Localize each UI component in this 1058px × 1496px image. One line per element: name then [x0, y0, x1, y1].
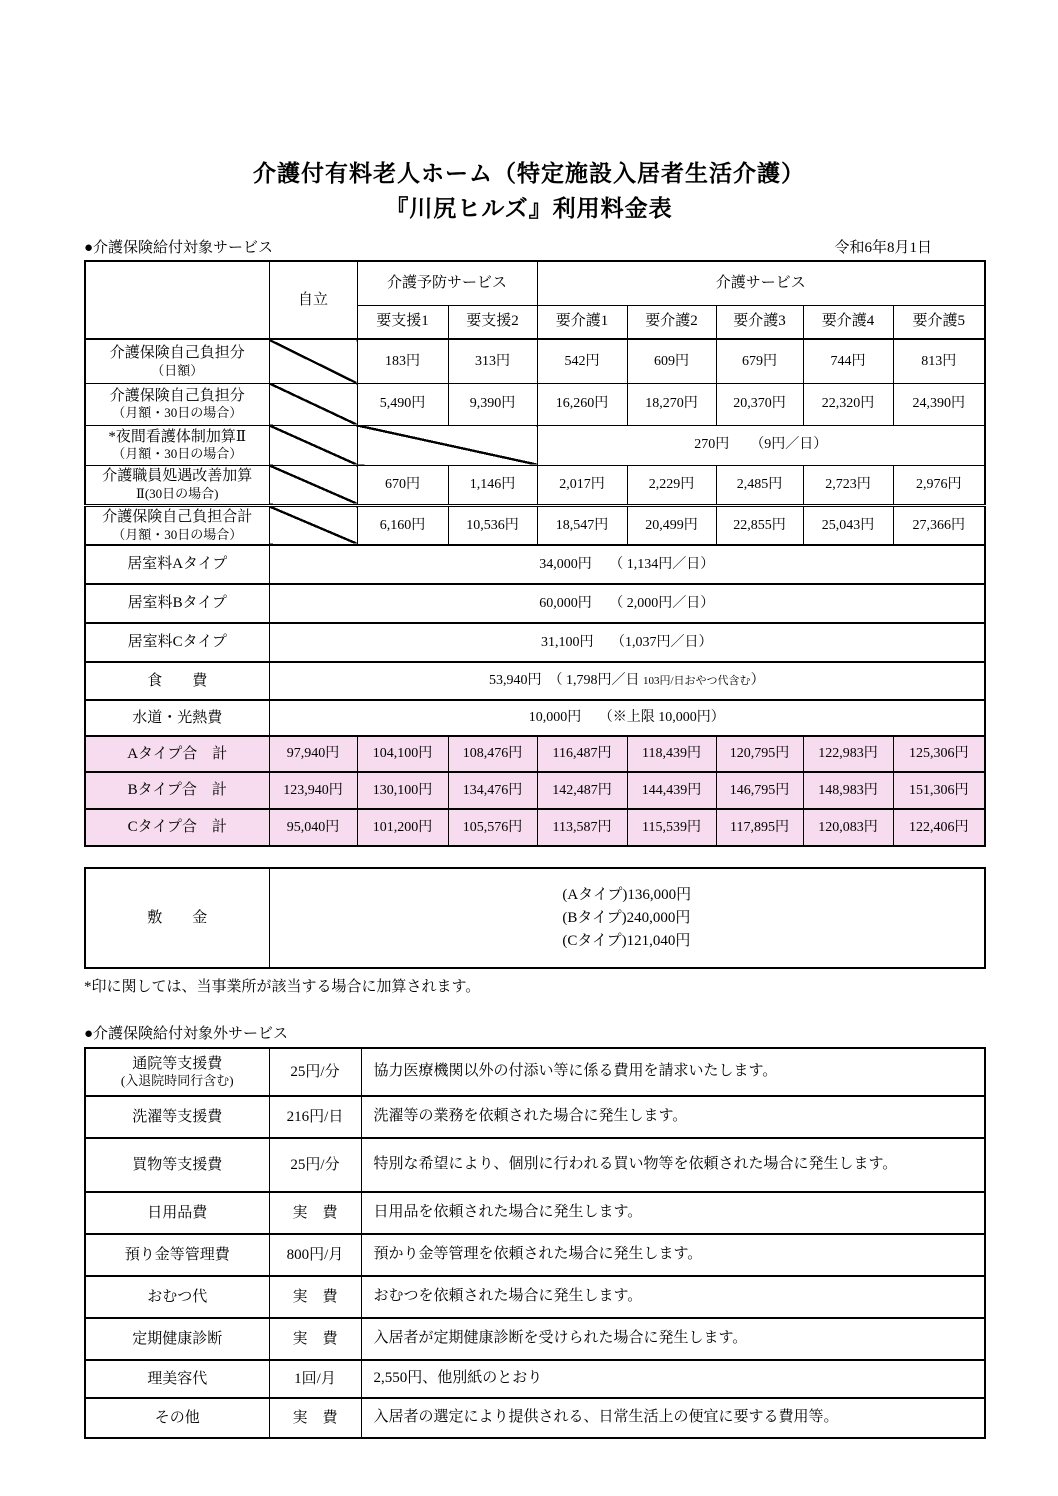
fee-cell: 744円: [803, 339, 893, 383]
deposit-label: 敷 金: [85, 868, 269, 968]
row-total-type-a: [85, 736, 985, 772]
fee-cell: 10,000円 （※上限 10,000円）: [269, 700, 985, 736]
row-label: 食 費: [85, 662, 269, 700]
row-monthly-copay: [85, 383, 985, 425]
fee-cell: 813円: [893, 339, 985, 383]
service-desc: 入居者が定期健康診断を受けられた場合に発生します。: [361, 1318, 985, 1360]
diagonal-slash-cell: [269, 383, 357, 425]
fee-cell: 122,406円: [893, 809, 985, 846]
fee-cell: 183円: [357, 339, 448, 383]
row-label: 介護保険自己負担合計 （月額・30日の場合）: [85, 505, 269, 545]
diagonal-slash-cell: [269, 425, 357, 465]
service-label: 買物等支援費: [85, 1138, 269, 1192]
service-price: 25円/分: [269, 1138, 361, 1192]
row-room-a: [85, 545, 985, 584]
row-meals: [85, 662, 985, 700]
service-label: 定期健康診断: [85, 1318, 269, 1360]
row-label: 介護職員処遇改善加算 Ⅱ(30日の場合): [85, 465, 269, 505]
service-desc: 預かり金等管理を依頼された場合に発生します。: [361, 1234, 985, 1276]
row-other: [85, 1398, 985, 1438]
service-price: 25円/分: [269, 1048, 361, 1096]
row-label: 介護保険自己負担分 （日額）: [85, 339, 269, 383]
fee-cell: 22,855円: [716, 505, 803, 545]
fee-cell: 31,100円 （1,037円／日）: [269, 623, 985, 662]
row-outing-support: [85, 1048, 985, 1096]
fee-cell: 95,040円: [269, 809, 357, 846]
fee-cell: 97,940円: [269, 736, 357, 772]
row-room-b: [85, 584, 985, 623]
row-label: Bタイプ合 計: [85, 772, 269, 809]
col-header-independence: 自立: [269, 261, 357, 339]
section1-header-row: [84, 236, 984, 257]
page-title-line2: 『川尻ヒルズ』利用料金表: [385, 196, 673, 221]
row-label: 居室料Cタイプ: [85, 623, 269, 662]
section-heading-noncovered-services: ●介護保険給付対象外サービス: [84, 1026, 289, 1042]
fee-cell: 24,390円: [893, 383, 985, 425]
service-label: 通院等支援費 (入退院時同行含む): [85, 1048, 269, 1096]
row-utilities: [85, 700, 985, 736]
row-label: 介護保険自己負担分 （月額・30日の場合）: [85, 383, 269, 425]
fee-cell: 27,366円: [893, 505, 985, 545]
service-desc: 日用品を依頼された場合に発生します。: [361, 1192, 985, 1234]
fee-cell: 120,795円: [716, 736, 803, 772]
service-label: 洗濯等支援費: [85, 1096, 269, 1138]
fee-cell: 144,439円: [627, 772, 716, 809]
service-label: 預り金等管理費: [85, 1234, 269, 1276]
out-of-pocket-fee-table: [84, 1047, 986, 1439]
fee-cell: 2,017円: [537, 465, 627, 505]
col-header-support1: 要支援1: [357, 305, 448, 339]
fee-cell: 6,160円: [357, 505, 448, 545]
service-desc: 協力医療機関以外の付添い等に係る費用を請求いたします。: [361, 1048, 985, 1096]
page-title-line1: 介護付有料老人ホーム（特定施設入居者生活介護）: [253, 161, 805, 186]
fee-cell: 2,229円: [627, 465, 716, 505]
col-header-care5: 要介護5: [893, 305, 985, 339]
fee-cell: 60,000円 （ 2,000円／日）: [269, 584, 985, 623]
row-label: Cタイプ合 計: [85, 809, 269, 846]
fee-cell: 670円: [357, 465, 448, 505]
fee-cell: 18,547円: [537, 505, 627, 545]
fee-cell: 115,539円: [627, 809, 716, 846]
fee-cell: 609円: [627, 339, 716, 383]
fee-cell: 120,083円: [803, 809, 893, 846]
diagonal-slash-cell: [269, 339, 357, 383]
fee-cell: 25,043円: [803, 505, 893, 545]
row-copay-total: [85, 505, 985, 545]
fee-cell: 105,576円: [448, 809, 537, 846]
fee-cell: 108,476円: [448, 736, 537, 772]
service-label: 理美容代: [85, 1360, 269, 1398]
fee-cell: 679円: [716, 339, 803, 383]
row-total-type-c: [85, 809, 985, 846]
service-desc: 洗濯等の業務を依頼された場合に発生します。: [361, 1096, 985, 1138]
fee-cell: 270円 （9円／日）: [537, 425, 985, 465]
service-price: 1回/月: [269, 1360, 361, 1398]
fee-cell: 1,146円: [448, 465, 537, 505]
section-heading-covered-services: ●介護保険給付対象サービス: [84, 240, 274, 256]
col-header-support2: 要支援2: [448, 305, 537, 339]
service-price: 実 費: [269, 1192, 361, 1234]
row-shopping-support: [85, 1138, 985, 1192]
row-label: 水道・光熱費: [85, 700, 269, 736]
row-health-checkup: [85, 1318, 985, 1360]
fee-cell: 134,476円: [448, 772, 537, 809]
row-night-nursing-addon: [85, 425, 985, 465]
fee-cell: 10,536円: [448, 505, 537, 545]
corner-cell: [85, 261, 269, 339]
fee-cell: 34,000円 （ 1,134円／日）: [269, 545, 985, 584]
fee-cell: 125,306円: [893, 736, 985, 772]
fee-cell: 101,200円: [357, 809, 448, 846]
diagonal-slash-cell: [357, 425, 537, 465]
fee-cell: 117,895円: [716, 809, 803, 846]
row-room-c: [85, 623, 985, 662]
fee-cell: 5,490円: [357, 383, 448, 425]
row-daily-necessities: [85, 1192, 985, 1234]
fee-cell: 113,587円: [537, 809, 627, 846]
row-diapers: [85, 1276, 985, 1318]
col-header-care3: 要介護3: [716, 305, 803, 339]
row-label: 居室料Bタイプ: [85, 584, 269, 623]
fee-cell: 118,439円: [627, 736, 716, 772]
service-label: その他: [85, 1398, 269, 1438]
col-header-care4: 要介護4: [803, 305, 893, 339]
fee-cell: 2,723円: [803, 465, 893, 505]
deposit-line-c: (Cタイプ)121,040円: [562, 932, 691, 949]
deposit-line-b: (Bタイプ)240,000円: [562, 909, 691, 926]
insurance-fee-table: [84, 260, 986, 847]
service-price: 実 費: [269, 1276, 361, 1318]
fee-cell: 313円: [448, 339, 537, 383]
service-label: おむつ代: [85, 1276, 269, 1318]
fee-cell: 20,499円: [627, 505, 716, 545]
deposit-table: [84, 867, 986, 969]
diagonal-slash-cell: [269, 465, 357, 505]
fee-cell: 16,260円: [537, 383, 627, 425]
deposit-lines: [562, 884, 691, 953]
service-price: 216円/日: [269, 1096, 361, 1138]
col-header-care1: 要介護1: [537, 305, 627, 339]
row-label: 居室料Aタイプ: [85, 545, 269, 584]
fee-cell: 148,983円: [803, 772, 893, 809]
diagonal-slash-cell: [269, 505, 357, 545]
row-money-management: [85, 1234, 985, 1276]
col-header-care2: 要介護2: [627, 305, 716, 339]
fee-cell: 122,983円: [803, 736, 893, 772]
service-label: 日用品費: [85, 1192, 269, 1234]
asterisk-footnote: *印に関しては、当事業所が該当する場合に加算されます。: [84, 979, 481, 995]
date-label: 令和6年8月1日: [834, 240, 932, 256]
service-price: 800円/月: [269, 1234, 361, 1276]
fee-cell: 20,370円: [716, 383, 803, 425]
row-barber: [85, 1360, 985, 1398]
fee-cell: 2,976円: [893, 465, 985, 505]
fee-cell: 116,487円: [537, 736, 627, 772]
fee-cell: 151,306円: [893, 772, 985, 809]
service-desc: おむつを依頼された場合に発生します。: [361, 1276, 985, 1318]
row-label: *夜間看護体制加算Ⅱ （月額・30日の場合）: [85, 425, 269, 465]
service-price: 実 費: [269, 1398, 361, 1438]
fee-cell: 146,795円: [716, 772, 803, 809]
row-total-type-b: [85, 772, 985, 809]
fee-cell: 123,940円: [269, 772, 357, 809]
fee-cell: 104,100円: [357, 736, 448, 772]
col-group-care-services: 介護サービス: [537, 261, 985, 305]
row-daily-copay: [85, 339, 985, 383]
fee-cell: 9,390円: [448, 383, 537, 425]
meals-snack-note: 103円/日おやつ代含む: [643, 675, 751, 688]
fee-cell: 22,320円: [803, 383, 893, 425]
row-treatment-improvement-addon: [85, 465, 985, 505]
service-desc: 2,550円、他別紙のとおり: [361, 1360, 985, 1398]
fee-cell: 53,940円 （ 1,798円／日 103円/日おやつ代含む）: [269, 662, 985, 700]
row-laundry-support: [85, 1096, 985, 1138]
col-group-prevention-services: 介護予防サービス: [357, 261, 537, 305]
fee-cell: 2,485円: [716, 465, 803, 505]
service-desc: 特別な希望により、個別に行われる買い物等を依頼された場合に発生します。: [361, 1138, 985, 1192]
service-desc: 入居者の選定により提供される、日常生活上の便宜に要する費用等。: [361, 1398, 985, 1438]
fee-cell: 18,270円: [627, 383, 716, 425]
deposit-amounts-cell: [269, 868, 985, 968]
page-title: [0, 0, 1058, 226]
service-price: 実 費: [269, 1318, 361, 1360]
fee-cell: 542円: [537, 339, 627, 383]
fee-cell: 142,487円: [537, 772, 627, 809]
row-label: Aタイプ合 計: [85, 736, 269, 772]
fee-cell: 130,100円: [357, 772, 448, 809]
deposit-line-a: (Aタイプ)136,000円: [562, 886, 692, 903]
